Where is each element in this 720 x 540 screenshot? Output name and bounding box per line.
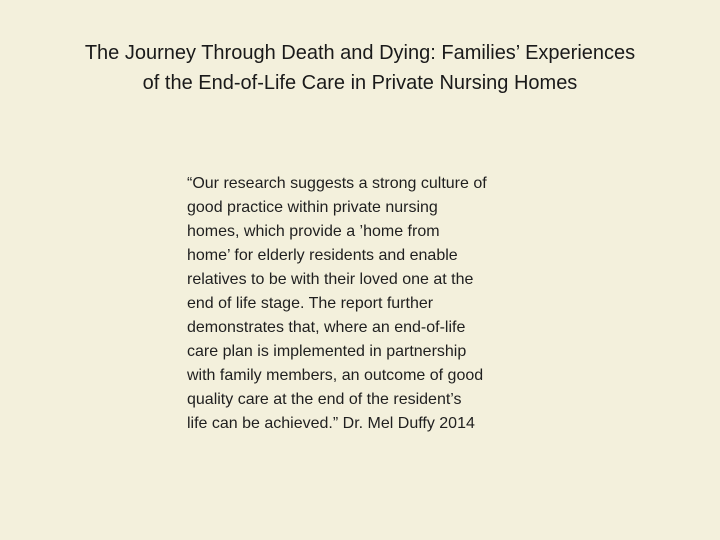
quote-line: relatives to be with their loved one at the (187, 271, 474, 288)
quote-line: good practice within private nursing (187, 199, 438, 216)
quote-line: “Our research suggests a strong culture of (187, 175, 487, 192)
quote-line: life can be achieved.” Dr. Mel Duffy 2014 (187, 415, 475, 432)
quote-line: homes, which provide a ’home from (187, 223, 440, 240)
quote-line: demonstrates that, where an end-of-life (187, 319, 466, 336)
quote-block (187, 172, 547, 436)
title-line: The Journey Through Death and Dying: Families’ Experiences (84, 42, 636, 64)
title-line: of the End-of-Life Care in Private Nursing Homes (142, 72, 578, 94)
quote-line: home’ for elderly residents and enable (187, 247, 458, 264)
quote-line: quality care at the end of the resident’s (187, 391, 462, 408)
quote-line: with family members, an outcome of good (187, 367, 484, 384)
quote-line: end of life stage. The report further (187, 295, 434, 312)
slide-title (30, 38, 690, 98)
quote-line: care plan is implemented in partnership (187, 343, 467, 360)
